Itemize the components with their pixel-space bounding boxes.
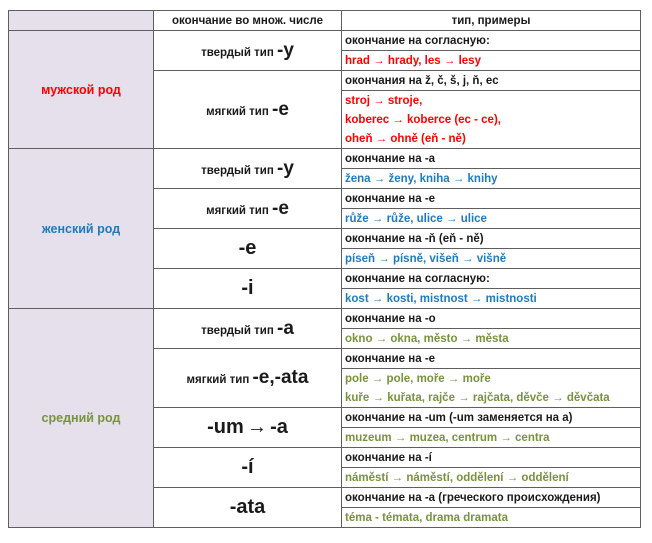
feminine-e-ending [154,229,342,269]
example-word: stroj [345,94,370,107]
example-word: kuřata, rajče [387,391,455,404]
arrow-icon: → [371,372,384,385]
example-word: mistnosti [485,292,537,305]
example-word: kuře [345,391,370,404]
feminine-hard-example [342,169,641,189]
example-word: kosti, mistnost [386,292,468,305]
feminine-hard-ending [154,149,342,189]
arrow-icon: → [392,113,404,126]
example-word: ulice [460,212,487,225]
neuter-hard-ending [154,309,342,349]
masculine-soft-ending [154,71,342,149]
feminine-hard-row-1 [9,149,641,169]
example-word: oheň [345,132,373,145]
ending-suffix: -a [270,416,288,438]
feminine-e-desc: окончание на -ň (eň - ně) [342,229,641,249]
neuter-i-example [342,468,641,488]
masculine-hard-example [342,51,641,71]
example-word: ženy, kniha [388,172,450,185]
example-word: centra [515,431,550,444]
neuter-ata-desc: окончание на -a (греческого происхождения) [342,488,641,508]
ending-type-text: твердый тип [201,164,274,177]
masculine-soft-example-1 [342,91,641,111]
example-word: okno [345,332,373,345]
neuter-i-ending [154,448,342,488]
arrow-icon: → [373,54,385,67]
arrow-icon: → [373,172,386,185]
masculine-soft-example-3 [342,129,641,149]
ending-type-text: мягкий тип [206,105,269,118]
feminine-i-desc: окончание на согласную: [342,269,641,289]
arrow-icon: → [378,252,390,265]
masculine-hard-row-1 [9,31,641,51]
example-word: koberce (ec - ce), [407,113,501,126]
arrow-icon: → [470,292,483,305]
arrow-icon: → [443,54,456,67]
arrow-icon: → [552,391,564,404]
example-word: knihy [467,172,498,185]
example-word: koberec [345,113,390,126]
feminine-e-example [342,249,641,269]
ending-suffix: -y [277,39,294,61]
example-word: ohně (eň - ně) [390,132,466,145]
example-word: oddělení [521,471,569,484]
example-word: náměstí [345,471,389,484]
neuter-um-desc: окончание на -um (-um заменяется на а) [342,408,641,428]
neuter-hard-row-1 [9,309,641,329]
masculine-soft-desc: окончания на ž, č, š, j, ň, ec [342,71,641,91]
masculine-soft-example-2 [342,110,641,129]
ending-suffix: -y [277,157,294,179]
neuter-i-desc: окончание на -í [342,448,641,468]
example-word: růže [345,212,369,225]
arrow-icon: → [452,172,465,185]
declension-table [8,10,641,528]
arrow-icon: → [394,431,407,444]
arrow-icon: → [375,332,388,345]
ending-suffix: -e [272,197,289,219]
neuter-soft-example-2 [342,388,641,408]
feminine-soft-example [342,209,641,229]
ending-type-text: мягкий тип [186,374,250,386]
example-word: okna, město [390,332,458,345]
arrow-icon: → [462,252,474,265]
arrow-icon: → [373,94,385,107]
arrow-icon: → [375,132,388,145]
neuter-hard-example [342,329,641,349]
example-word: růže, ulice [386,212,443,225]
example-word: rajčata, děvče [472,391,549,404]
arrow-icon: → [446,212,458,225]
example-word: kost [345,292,369,305]
example-word: stroje, [387,94,423,107]
example-word: hrad [345,54,370,67]
neuter-soft-example-1 [342,369,641,389]
feminine-soft-desc: окончание на -e [342,189,641,209]
masculine-label: мужской род [9,31,154,149]
ending-type-text: твердый тип [201,324,274,337]
feminine-label: женский род [9,149,154,309]
arrow-icon: → [506,471,519,484]
masculine-hard-ending [154,31,342,71]
neuter-um-ending [154,408,342,448]
example-word: muzea, centrum [409,431,498,444]
arrow-icon: → [458,391,470,404]
neuter-hard-desc: окончание на -o [342,309,641,329]
example-word: hrady, les [387,54,441,67]
example-word: pole [345,372,369,385]
example-word: města [475,332,509,345]
ending-suffix: -í [241,456,254,478]
arrow-icon: → [372,391,384,404]
neuter-um-example [342,428,641,448]
ending-type-text: твердый тип [201,46,274,59]
feminine-i-ending [154,269,342,309]
example-word: muzeum [345,431,392,444]
masculine-hard-desc: окончание на согласную: [342,31,641,51]
example-word: lesy [458,54,481,67]
header-ending: окончание во множ. числе [154,11,342,31]
neuter-label: средний род [9,309,154,528]
header-row [9,11,641,31]
header-corner [9,11,154,31]
example-word: píseň [345,252,376,265]
feminine-hard-desc: окончание на -a [342,149,641,169]
ending-suffix: -e [238,237,257,259]
feminine-i-example [342,289,641,309]
ending-suffix: -i [241,277,254,299]
ending-type-text: мягкий тип [206,204,269,217]
example-word: náměstí, oddělení [406,471,504,484]
neuter-ata-example: téma - témata, drama dramata [342,508,641,528]
arrow-icon: → [371,292,384,305]
neuter-soft-desc: окончание на -e [342,349,641,369]
example-word: moře [462,372,491,385]
arrow-icon: → [246,416,267,438]
example-word: pole, moře [386,372,445,385]
ending-suffix: -e,-ata [252,367,309,388]
header-type: тип, примеры [342,11,641,31]
ending-suffix: -um [207,416,244,438]
neuter-ata-ending [154,488,342,528]
arrow-icon: → [391,471,404,484]
arrow-icon: → [460,332,473,345]
feminine-soft-ending [154,189,342,229]
arrow-icon: → [500,431,512,444]
ending-suffix: -ata [229,496,266,518]
neuter-soft-ending [154,349,342,408]
example-word: žena [345,172,371,185]
arrow-icon: → [447,372,460,385]
example-word: děvčata [566,391,610,404]
example-word: písně, višeň [392,252,459,265]
arrow-icon: → [371,212,384,225]
ending-suffix: -a [277,317,294,339]
example-word: višně [476,252,507,265]
ending-suffix: -e [272,98,289,120]
